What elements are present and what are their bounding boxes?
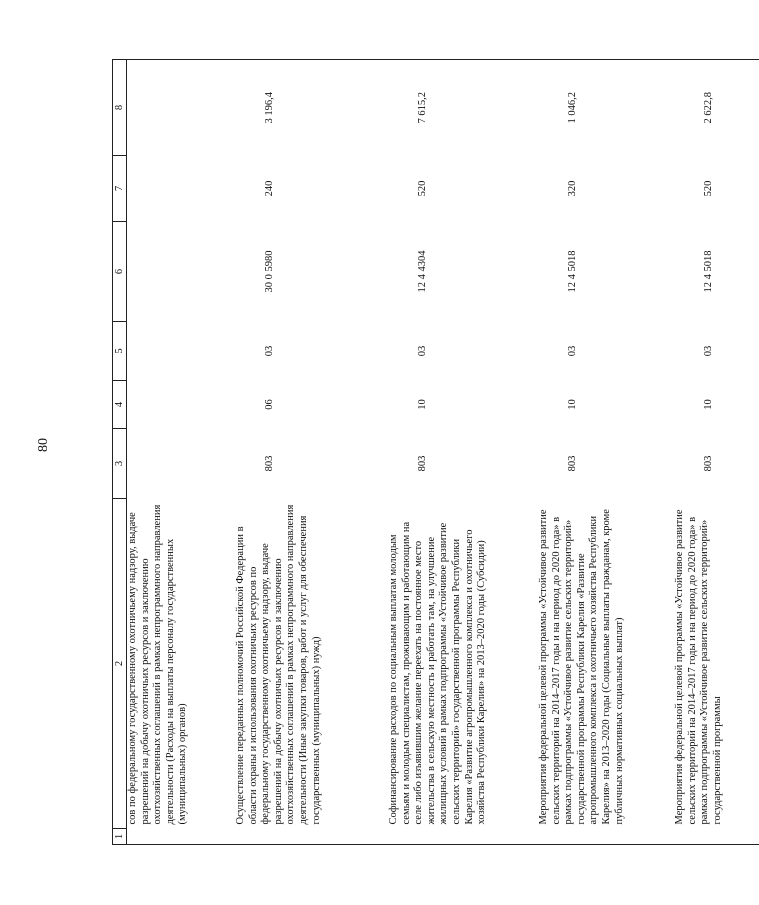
- subsection-code-cell: 03: [417, 345, 428, 357]
- amount-cell: 2 622,8: [674, 60, 759, 156]
- amount-cell: 1 046,2: [538, 60, 674, 156]
- row-index-cell: [538, 829, 674, 845]
- expense-type-cell: 240: [264, 180, 275, 197]
- table-row: [538, 60, 674, 845]
- target-article-cell: 12 4 4304: [417, 250, 428, 293]
- ministry-code-cell: [127, 429, 236, 499]
- amount-cell: [127, 60, 236, 156]
- budget-table: [112, 59, 759, 845]
- rotated-table-container: [112, 60, 723, 845]
- table-row: [235, 60, 388, 845]
- column-header-7: 7: [113, 156, 127, 222]
- subsection-code-cell: 03: [567, 345, 578, 357]
- subsection-code-cell: 03: [264, 345, 275, 357]
- ministry-code-cell: 803: [417, 455, 428, 472]
- description-cell: Софинансирование расходов по социальным выплатам молодым семьям и молодым специалистам, проживающим и работающим на селе либо изъявившим желание переехать на постоянное место жительства в сельскую местность и работать там, на улучшение жилищных условий в рамках подпрограммы «Устойчивое развитие сельских территорий» государственной программы Республики Карелия «Развитие агропромышленного комплекса и охотничьего хозяйства Республики Карелия» на 2013–2020 годы (Субсидии): [388, 521, 488, 825]
- section-code-cell: 10: [567, 399, 578, 410]
- amount-cell: 7 615,2: [388, 60, 538, 156]
- description-cell: сов по федеральному государственному охотничьему надзору, выдаче разрешений на добычу охотничьих ресурсов и заключению охотхозяйственных соглашений в рамках непрограммного направления деятельности (Расходы на выплаты персоналу государственных (муниципальных) органов): [127, 504, 189, 825]
- ministry-code-cell: 803: [703, 455, 714, 472]
- column-header-4: 4: [113, 381, 127, 429]
- column-header-6: 6: [113, 222, 127, 322]
- header-row: [113, 60, 127, 845]
- target-article-cell: 30 0 5980: [264, 250, 275, 293]
- ministry-code-cell: 803: [264, 455, 275, 472]
- table-row: [674, 60, 759, 845]
- expense-type-cell: 320: [567, 180, 578, 197]
- page-number: 80: [36, 438, 51, 452]
- description-cell: Мероприятия федеральной целевой программы «Устойчивое развитие сельских территорий на 2014–2017 годы и на период до 2020 года» в рамках подпрограммы «Устойчивое развитие сельских территорий» государственной программы Республики Карелия «Развитие агропромышленного комплекса и охотничьего хозяйства Республики Карелия» на 2013–2020 годы (Социальные выплаты гражданам, кроме публичных нормативных социальных выплат): [538, 509, 625, 825]
- expense-type-cell: 520: [703, 180, 714, 197]
- row-index-cell: [235, 829, 388, 845]
- section-code-cell: 10: [417, 399, 428, 410]
- table-row: [127, 60, 236, 845]
- target-article-cell: 12 4 5018: [567, 250, 578, 293]
- section-code-cell: [127, 381, 236, 429]
- column-header-2: 2: [113, 499, 127, 829]
- subsection-code-cell: [127, 322, 236, 381]
- table-row: [388, 60, 538, 845]
- section-code-cell: 06: [264, 399, 275, 410]
- amount-cell: 3 196,4: [235, 60, 388, 156]
- column-header-1: 1: [113, 829, 127, 845]
- target-article-cell: [127, 222, 236, 322]
- column-header-5: 5: [113, 322, 127, 381]
- description-cell: Осуществление переданных полномочий Российской Федерации в области охраны и использования охотничьих ресурсов по федеральному государственному охотничьему надзору, выдаче разрешений на добычу охотничьих ресурсов и заключению охотхозяйственных соглашений в рамках непрограммного направления деятельности (Иные закупки товаров, работ и услуг для обеспечения государственных (муниципальных) нужд): [235, 504, 322, 825]
- expense-type-cell: [127, 156, 236, 222]
- subsection-code-cell: 03: [703, 345, 714, 357]
- target-article-cell: 12 4 5018: [703, 250, 714, 293]
- description-cell: Мероприятия федеральной целевой программы «Устойчивое развитие сельских территорий на 2014–2017 годы и на период до 2020 года» в рамках подпрограммы «Устойчивое развитие сельских территорий» государственной программы: [674, 509, 723, 825]
- row-index-cell: [388, 829, 538, 845]
- column-header-3: 3: [113, 429, 127, 499]
- row-index-cell: [674, 829, 759, 845]
- row-index-cell: [127, 829, 236, 845]
- ministry-code-cell: 803: [567, 455, 578, 472]
- column-header-8: 8: [113, 60, 127, 156]
- section-code-cell: 10: [703, 399, 714, 410]
- expense-type-cell: 520: [417, 180, 428, 197]
